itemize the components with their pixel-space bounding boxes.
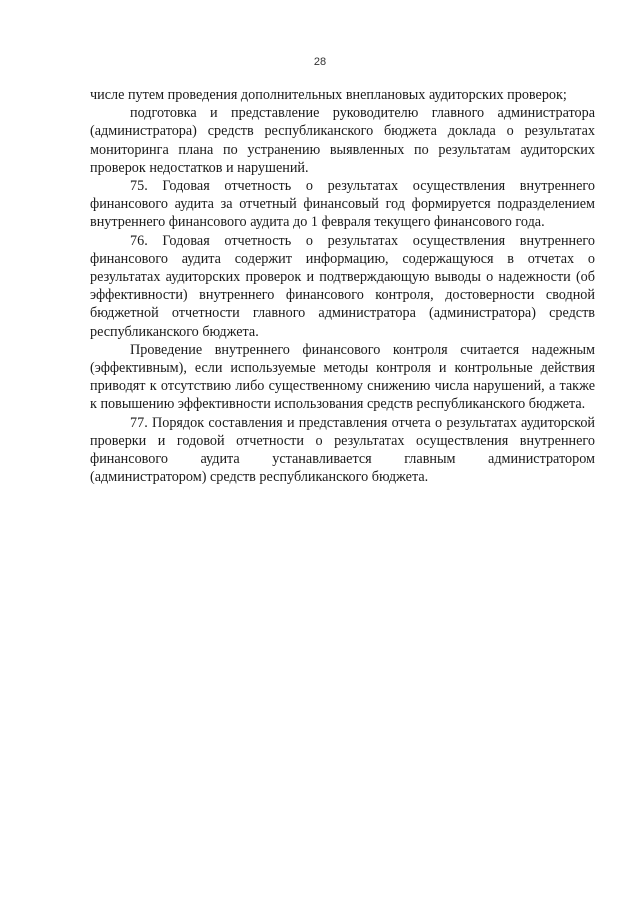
paragraph-item-77: 77. Порядок составления и представления отчета о результатах аудиторской проверки и годовой отчетности о результатах осуществления внутреннего финансового аудита устанавливается главным администратором (администратором) средств республиканского бюджета.	[90, 414, 595, 486]
paragraph-item-75: 75. Годовая отчетность о результатах осуществления внутреннего финансового аудита за отчетный финансовый год формируется подразделением внутреннего финансового аудита до 1 февраля текущего финансового года.	[90, 178, 595, 231]
paragraph-control-reliability: Проведение внутреннего финансового контроля считается надежным (эффективным), если используемые методы контроля и контрольные действия приводят к отсутствию либо существенному снижению числа нарушений, а также к повышению эффективности использования средств республиканского бюджета.	[90, 341, 595, 413]
page-body	[90, 86, 595, 486]
paragraph-item-76: 76. Годовая отчетность о результатах осуществления внутреннего финансового аудита содержит информацию, содержащуюся в отчетах о результатах аудиторских проверок и подтверждающую выводы о надежности (об эффективности) внутреннего финансового контроля, достоверности сводной бюджетной отчетности главного администратора (администратора) средств республиканского бюджета.	[90, 232, 595, 340]
page-number: 28	[313, 56, 327, 68]
paragraph-continuation: числе путем проведения дополнительных внеплановых аудиторских проверок;	[90, 87, 567, 103]
paragraph-report-preparation: подготовка и представление руководителю главного администратора (администратора) средств республиканского бюджета доклада о результатах мониторинга плана по устранению выявленных по результатам аудиторских проверок недостатков и нарушений.	[90, 105, 595, 176]
